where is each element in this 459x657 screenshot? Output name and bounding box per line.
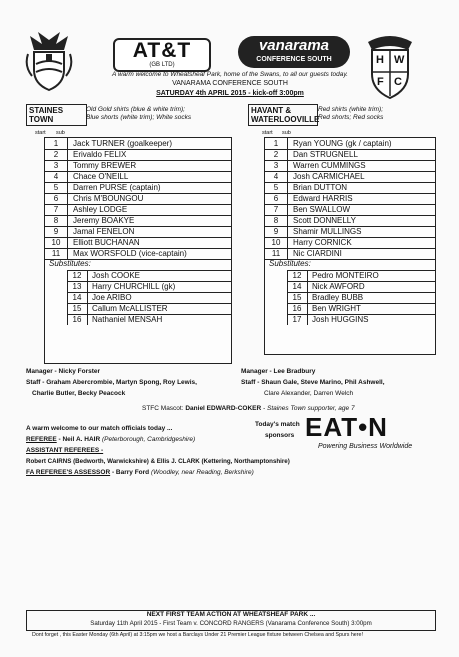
vanarama-sponsor-logo — [238, 36, 350, 68]
substitute-name: Callum McALLISTER — [92, 304, 168, 313]
substitute-number: 17 — [287, 314, 308, 325]
substitute-number: 14 — [287, 281, 308, 292]
mascot-prefix: STFC Mascot: — [142, 405, 184, 412]
player-name: Chris M'BOUNGOU — [73, 194, 144, 203]
player-name: Warren CUMMINGS — [293, 161, 366, 170]
away-staff-line1: Staff - Shaun Gale, Steve Marino, Phil Ashwell, — [241, 379, 385, 386]
row-divider — [287, 314, 435, 315]
player-name: Shamir MULLINGS — [293, 227, 362, 236]
away-roster — [264, 137, 436, 355]
player-name: Josh CARMICHAEL — [293, 172, 365, 181]
assessor-name: - Barry Ford — [111, 469, 150, 476]
substitute-row — [287, 303, 435, 314]
eaton-sponsor-logo: EAT•N — [305, 412, 388, 442]
away-manager: Manager - Lee Bradbury — [241, 368, 316, 375]
substitute-row — [287, 292, 435, 303]
home-kit — [86, 106, 191, 122]
player-row — [265, 138, 435, 149]
player-name: Ashley LODGE — [73, 205, 128, 214]
row-divider — [67, 270, 231, 271]
player-row — [265, 215, 435, 226]
row-divider — [67, 314, 231, 315]
home-col-sub: sub — [56, 130, 65, 136]
away-kit-line2: Red shorts; Red socks — [318, 114, 384, 121]
player-number: 9 — [45, 226, 68, 237]
att-logo-subtext: (GB LTD) — [149, 62, 175, 68]
player-number: 4 — [45, 171, 68, 182]
substitute-row — [287, 270, 435, 281]
home-roster — [44, 137, 232, 364]
next-action-footnote: Dont forget , this Easter Monday (6th April) at 3:15pm we host a Barclays Under 21 Premier League fixture between Chelsea and Spurs here! — [32, 632, 363, 638]
home-kit-line1: Old Gold shirts (blue & white trim); — [86, 106, 185, 113]
substitute-number: 15 — [67, 303, 88, 314]
player-number: 7 — [265, 204, 288, 215]
player-row — [265, 193, 435, 204]
mascot-suffix: - Staines Town supporter, age 7 — [263, 405, 355, 412]
away-team-name-line1: HAVANT & — [251, 106, 292, 115]
player-number: 1 — [45, 138, 68, 149]
substitute-name: Bradley BUBB — [312, 293, 364, 302]
player-name: Ryan YOUNG (gk / captain) — [293, 139, 392, 148]
substitute-row — [67, 303, 231, 314]
player-number: 3 — [45, 160, 68, 171]
assessor-place: (Woodley, near Reading, Berkshire) — [150, 469, 254, 476]
substitute-name: Josh COOKE — [92, 271, 141, 280]
substitute-name: Joe ARIBO — [92, 293, 132, 302]
player-number: 11 — [265, 248, 288, 259]
player-number: 2 — [265, 149, 288, 160]
away-kit-line1: Red shirts (white trim); — [318, 106, 384, 113]
home-col-start: start — [35, 130, 46, 136]
away-team-name — [248, 104, 318, 126]
havant-crest-logo — [364, 34, 416, 100]
row-divider — [67, 292, 231, 293]
player-row — [45, 149, 231, 160]
player-name: Darren PURSE (captain) — [73, 183, 161, 192]
player-name: Tommy BREWER — [73, 161, 137, 170]
player-row — [265, 171, 435, 182]
crest-letter-w: W — [394, 54, 405, 66]
player-number: 11 — [45, 248, 68, 259]
player-name: Erivaldo FELIX — [73, 150, 127, 159]
player-number: 6 — [265, 193, 288, 204]
player-name: Brian DUTTON — [293, 183, 348, 192]
assistants-label: ASSISTANT REFEREES - — [26, 447, 104, 454]
assessor-line — [26, 469, 254, 476]
substitute-name: Pedro MONTEIRO — [312, 271, 379, 280]
away-kit — [318, 106, 383, 122]
player-name: Ben SWALLOW — [293, 205, 351, 214]
substitute-number: 16 — [287, 303, 308, 314]
player-name: Edward HARRIS — [293, 194, 353, 203]
home-team-name-line1: STAINES — [29, 106, 64, 115]
match-date: SATURDAY 4th APRIL 2015 - kick-off 3:00pm — [156, 90, 304, 97]
player-number: 8 — [45, 215, 68, 226]
crest-letter-c: C — [394, 76, 402, 88]
substitute-name: Nathaniel MENSAH — [92, 315, 163, 324]
row-divider — [67, 281, 231, 282]
substitute-row — [287, 314, 435, 325]
referee-line — [26, 436, 195, 443]
row-divider — [287, 303, 435, 304]
mascot-name: Daniel EDWARD-COKER — [185, 405, 262, 412]
player-row — [45, 160, 231, 171]
att-sponsor-logo — [113, 38, 211, 72]
next-action-box — [26, 610, 436, 631]
player-row — [265, 149, 435, 160]
player-row — [45, 193, 231, 204]
player-number: 4 — [265, 171, 288, 182]
player-name: Jack TURNER (goalkeeper) — [73, 139, 172, 148]
row-divider — [287, 270, 435, 271]
player-name: Jamal FENELON — [73, 227, 135, 236]
assistants-line: Robert CAIRNS (Bedworth, Warwickshire) & Ellis J. CLARK (Kettering, Northamptonshire) — [26, 458, 290, 465]
referee-name: - Neil A. HAIR — [58, 436, 101, 443]
competition-title: VANARAMA CONFERENCE SOUTH — [172, 80, 288, 87]
home-staff-line2: Charlie Butler, Becky Peacock — [32, 390, 126, 397]
att-logo-text: AT&T — [132, 39, 192, 62]
player-number: 8 — [265, 215, 288, 226]
home-team-name — [26, 104, 87, 126]
player-name: Nic CIARDINI — [293, 249, 342, 258]
vanarama-logo-text: vanarama — [258, 37, 330, 54]
player-row — [45, 171, 231, 182]
player-name: Harry CORNICK — [293, 238, 352, 247]
player-row — [265, 204, 435, 215]
player-row — [45, 182, 231, 193]
player-number: 5 — [45, 182, 68, 193]
substitute-number: 14 — [67, 292, 88, 303]
vanarama-logo-subtext: CONFERENCE SOUTH — [256, 56, 332, 63]
player-row — [265, 237, 435, 248]
substitute-number: 16 — [67, 314, 88, 325]
player-row — [45, 237, 231, 248]
player-row — [265, 182, 435, 193]
match-sponsor-label-2: sponsors — [265, 432, 295, 439]
player-row — [265, 226, 435, 237]
player-number: 7 — [45, 204, 68, 215]
substitute-row — [67, 314, 231, 325]
player-row — [45, 138, 231, 149]
away-col-start: start — [262, 130, 273, 136]
player-number: 10 — [265, 237, 288, 248]
row-divider — [287, 281, 435, 282]
substitute-row — [67, 281, 231, 292]
player-number: 10 — [45, 237, 68, 248]
home-staff-line1: Staff - Graham Abercrombie, Martyn Spong, Roy Lewis, — [26, 379, 197, 386]
referee-label: REFEREE — [26, 436, 57, 443]
away-col-sub: sub — [282, 130, 291, 136]
substitute-number: 12 — [287, 270, 308, 281]
row-divider — [67, 303, 231, 304]
mascot-line — [142, 405, 355, 412]
substitute-number: 15 — [287, 292, 308, 303]
welcome-text: A warm welcome to Wheatsheaf Park, home of the Swans, to all our guests today. — [112, 71, 348, 78]
substitute-number: 12 — [67, 270, 88, 281]
player-name: Chace O'NEILL — [73, 172, 129, 181]
away-staff-line2: Clare Alexander, Darren Welch — [264, 390, 354, 397]
substitute-row — [287, 281, 435, 292]
home-manager: Manager - Nicky Forster — [26, 368, 101, 375]
player-row — [45, 215, 231, 226]
match-sponsor-label-1: Today's match — [255, 421, 300, 428]
player-name: Max WORSFOLD (vice-captain) — [73, 249, 187, 258]
player-row — [45, 248, 231, 259]
player-number: 6 — [45, 193, 68, 204]
substitute-name: Nick AWFORD — [312, 282, 365, 291]
player-name: Elliott BUCHANAN — [73, 238, 140, 247]
row-divider — [287, 292, 435, 293]
player-name: Jeremy BOAKYE — [73, 216, 135, 225]
substitute-name: Ben WRIGHT — [312, 304, 361, 313]
crest-letter-h: H — [376, 54, 384, 66]
home-kit-line2: Blue shorts (white trim); White socks — [86, 114, 192, 121]
substitute-row — [67, 270, 231, 281]
player-name: Scott DONNELLY — [293, 216, 356, 225]
player-number: 5 — [265, 182, 288, 193]
next-action-detail: Saturday 11th April 2015 - First Team v. CONCORD RANGERS (Vanarama Conference South) 3:00pm — [90, 620, 372, 627]
player-row — [265, 248, 435, 259]
subs-indent-line — [67, 270, 68, 325]
away-team-name-line2: WATERLOOVILLE — [251, 115, 320, 124]
officials-welcome: A warm welcome to our match officials today ... — [26, 425, 173, 432]
referee-place: (Peterborough, Cambridgeshire) — [101, 436, 196, 443]
player-name: Dan STRUGNELL — [293, 150, 358, 159]
player-row — [45, 226, 231, 237]
subs-indent-line — [287, 270, 288, 325]
crest-letter-f: F — [377, 76, 384, 88]
substitute-row — [67, 292, 231, 303]
substitutes-label: Substitutes: — [269, 259, 311, 268]
player-number: 3 — [265, 160, 288, 171]
assessor-label: FA REFEREE'S ASSESSOR — [26, 469, 111, 476]
home-team-name-line2: TOWN — [29, 115, 54, 124]
eaton-tagline: Powering Business Worldwide — [318, 443, 413, 450]
substitutes-label: Substitutes: — [49, 259, 91, 268]
staines-crest-logo — [24, 30, 74, 96]
player-number: 2 — [45, 149, 68, 160]
substitute-name: Josh HUGGINS — [312, 315, 369, 324]
next-action-title: NEXT FIRST TEAM ACTION AT WHEATSHEAF PARK ... — [146, 611, 316, 618]
player-row — [265, 160, 435, 171]
player-row — [45, 204, 231, 215]
player-number: 9 — [265, 226, 288, 237]
player-number: 1 — [265, 138, 288, 149]
substitute-name: Harry CHURCHILL (gk) — [92, 282, 176, 291]
substitute-number: 13 — [67, 281, 88, 292]
